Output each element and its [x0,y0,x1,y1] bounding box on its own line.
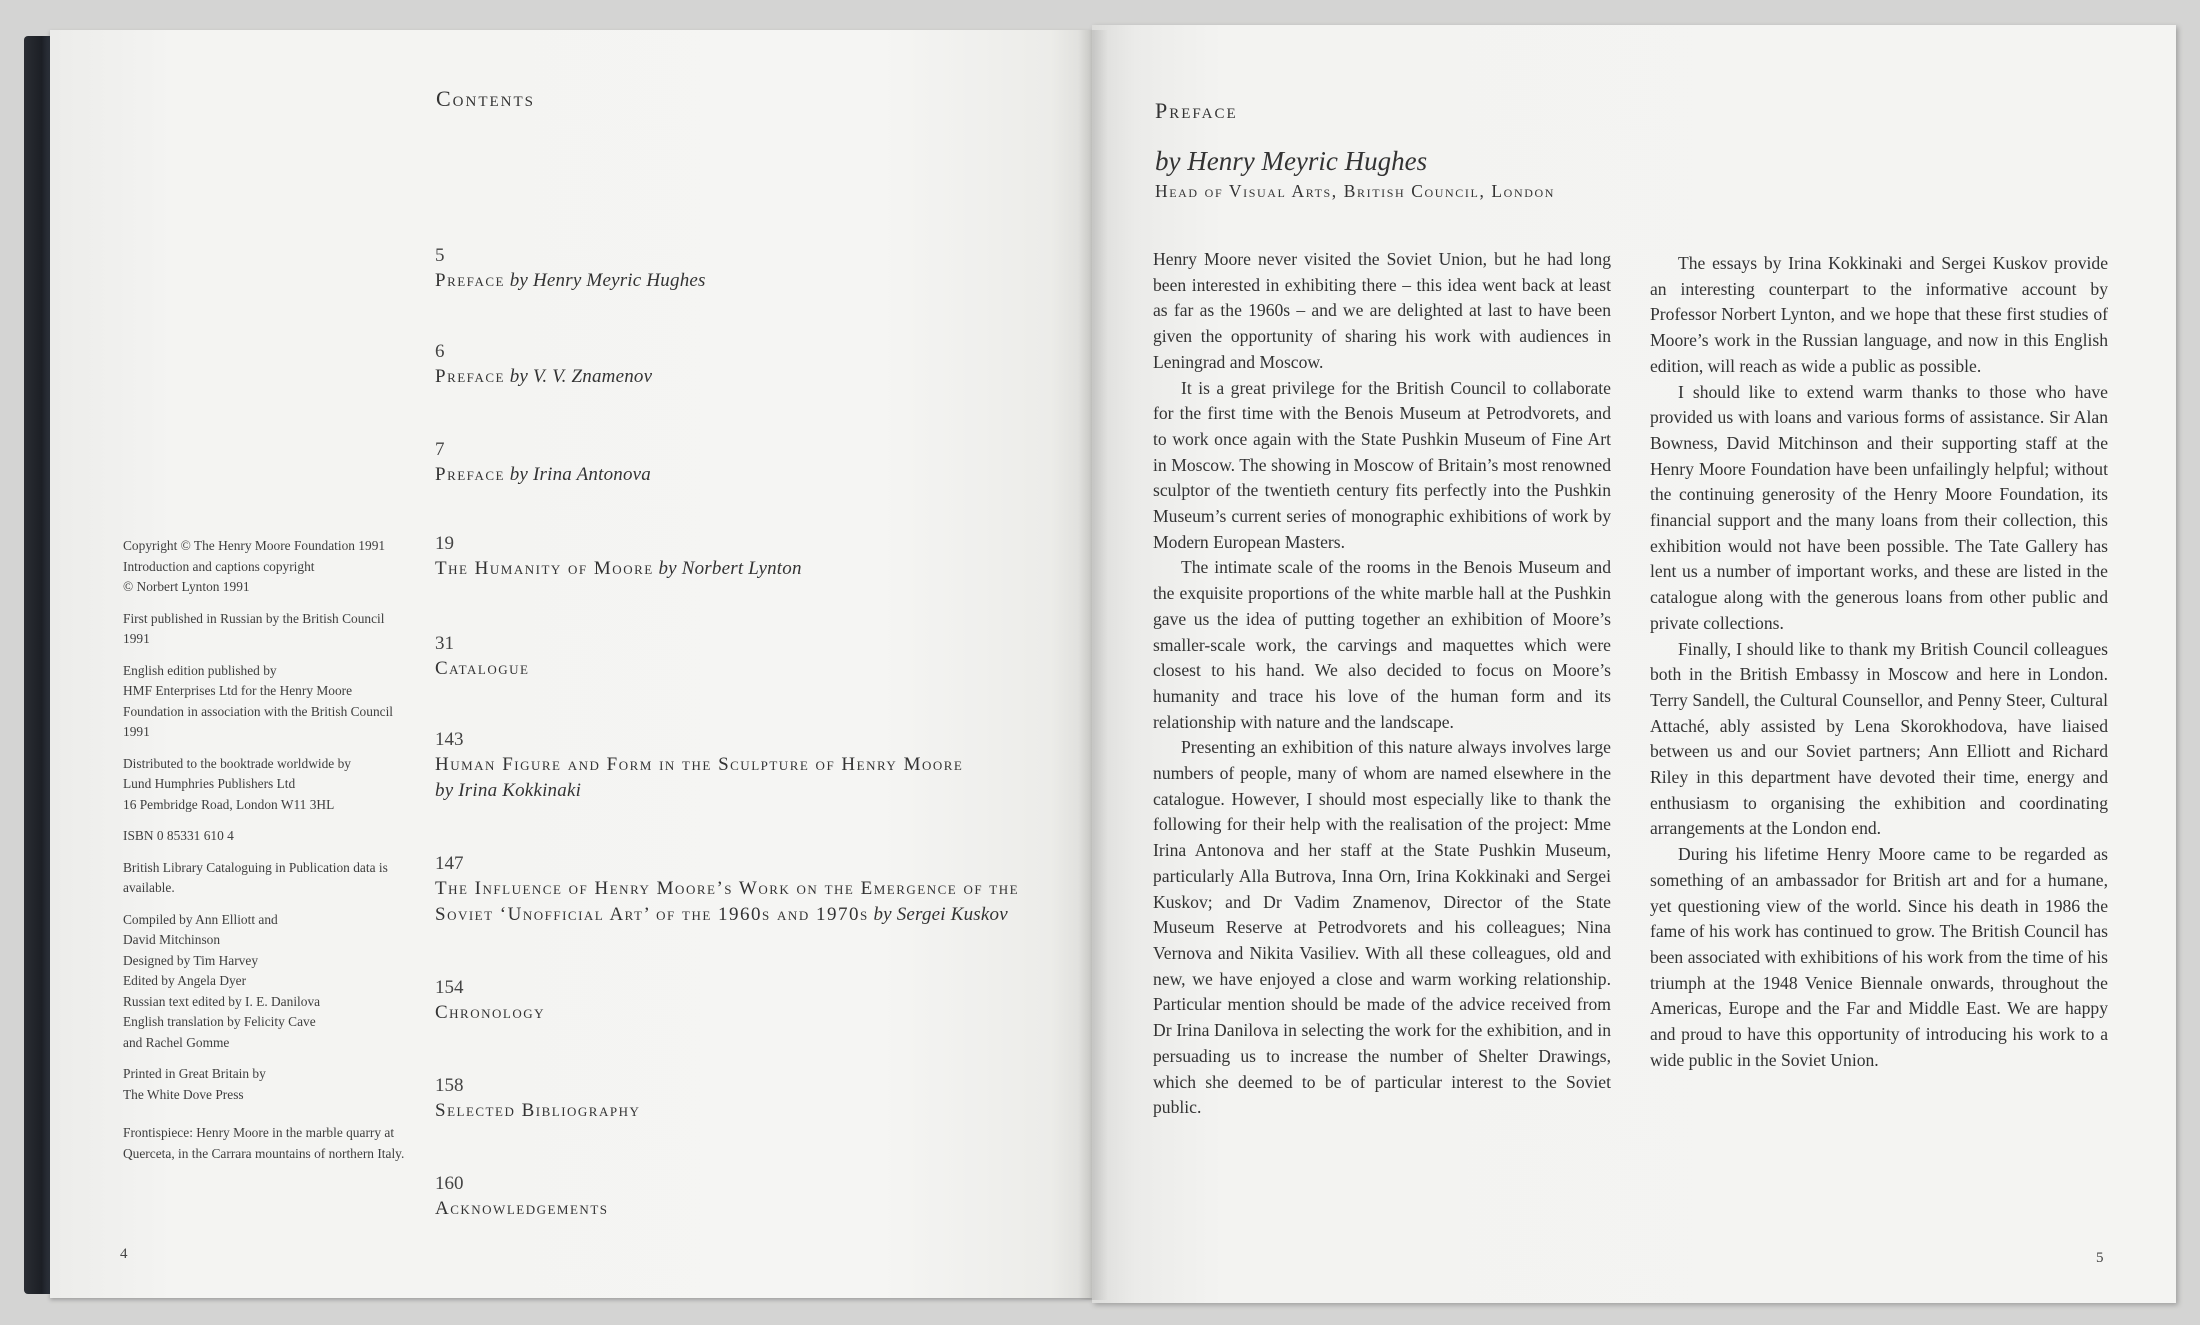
colophon-copyright: Copyright © The Henry Moore Foundation 1991 Introduction and captions copyright © Norbert Lynton 1991 [123,538,386,594]
toc-title: Preface [435,464,505,485]
paragraph: Presenting an exhibition of this nature always involves large numbers of people, many of whom are named elsewhere in the catalogue. However, I should most especially like to thank the following for their help with the realisation of the project: Mme Irina Antonova and her staff at the State Pushkin Museum, particularly Alla Butrova, Inna Orn, Irina Kokkinaki and Sergei Kuskov; and Dr Vadim Znamenov, Director of the State Museum Reserve at Petrodvorets and his colleagues; Nina Vernova and Nikita Vasiliev. With all these colleagues, old and new, we have enjoyed a close and warm working relationship. Particular mention should be made of the advice received from Dr Irina Danilova in selecting the work for the exhibition, and in persuading us to increase the number of Shelter Drawings, which she deemed to be of particular interest to the Soviet public. [1153,737,1611,1118]
paragraph: The essays by Irina Kokkinaki and Sergei Kuskov provide an interesting counterpart to the informative account by Professor Norbert Lynton, and we hope that these first studies of Moore’s work in the Russian language, and now in this English edition, will reach as wide a public as possible. [1650,253,2108,376]
toc-entry [435,1172,1035,1222]
toc-entry [435,438,1035,488]
toc-entry [435,852,1035,928]
paragraph: Henry Moore never visited the Soviet Union, but he had long been interested in exhibiting there – this idea went back at least as far as the 1960s – and we are delighted at last to have been given the opportunity of sharing his work with audiences in Leningrad and Moscow. [1153,249,1611,372]
colophon-first-published: First published in Russian by the British Council 1991 [123,610,385,646]
paragraph: During his lifetime Henry Moore came to be regarded as something of an ambassador for British art and for a humane, yet questioning view of the world. Since his death in 1986 the fame of his work has continued to grow. The British Council has been associated with exhibitions of his work from the time of his triumph at the 1948 Venice Biennale onwards, throughout the Americas, Europe and the Far and Middle East. We are happy and proud to have this opportunity of introducing his work to a wide public in the Soviet Union. [1650,844,2108,1070]
toc-entry [435,632,1035,682]
toc-title: The Influence of Henry Moore’s Work on the Emergence of the Soviet ‘Unofficial Art’ of the 1960s and 1970s [435,878,1020,925]
toc-page-number: 154 [435,977,464,998]
toc-page-number: 143 [435,729,464,750]
toc-author: by Irina Kokkinaki [435,780,582,801]
toc-author: by Norbert Lynton [658,558,802,579]
toc-entry [435,340,1035,390]
page-number-left: 4 [120,1246,128,1262]
toc-page-number: 5 [435,245,445,266]
toc-entry [435,532,1035,582]
toc-title: Catalogue [435,658,530,679]
preface-affiliation: Head of Visual Arts, British Council, London [1155,181,1556,201]
page-number-right: 5 [2096,1250,2104,1266]
toc-author: by Irina Antonova [509,464,652,485]
toc-title-line [435,876,1035,928]
toc-title: Preface [435,270,505,291]
toc-entry [435,728,1035,804]
preface-heading: Preface [1155,98,1238,123]
toc-page-number: 158 [435,1075,464,1096]
contents-heading: Contents [436,86,536,111]
toc-title: Preface [435,366,505,387]
toc-title: The Humanity of Moore [435,558,654,579]
toc-page-number: 31 [435,633,454,654]
toc-title-line [435,1098,1035,1124]
colophon-isbn: ISBN 0 85331 610 4 [123,828,234,843]
colophon-frontispiece: Frontispiece: Henry Moore in the marble quarry at Querceta, in the Carrara mountains of northern Italy. [123,1125,405,1161]
page-gutter [1078,30,1108,1300]
toc-title: Chronology [435,1002,546,1023]
text-column-right [1650,251,2108,1074]
toc-entry [435,1074,1035,1124]
text-column-left [1153,247,1611,1121]
paragraph: Finally, I should like to thank my British Council colleagues both in the British Embassy in Moscow and here in London. Terry Sandell, the Cultural Counsellor, and Penny Steer, Cultural Attaché, ably assisted by Lena Skorokhodova, have liaised between us and our Soviet partners; Ann Elliott and Richard Riley in this department have devoted their time, energy and enthusiasm to organising the exhibition and coordinating arrangements at the London end. [1650,638,2108,839]
colophon [123,536,413,1175]
colophon-credits: Compiled by Ann Elliott and David Mitchinson Designed by Tim Harvey Edited by Angela Dyer Russian text edited by I. E. Danilova English translation by Felicity Cave and Rachel Gomme [123,911,321,1050]
toc-page-number: 19 [435,533,454,554]
toc-title-line [435,556,1035,582]
toc-page-number: 160 [435,1173,464,1194]
toc-title-line [435,1196,1035,1222]
toc-title-line [435,752,1035,804]
colophon-printer: Printed in Great Britain by The White Dove Press [123,1066,266,1102]
toc-page-number: 6 [435,341,445,362]
toc-title-line [435,268,1035,294]
toc-title-line [435,462,1035,488]
toc-title-line [435,364,1035,390]
paragraph: It is a great privilege for the British Council to collaborate for the first time with the Benois Museum at Petrodvorets, and to work once again with the State Pushkin Museum of Fine Art in Moscow. The showing in Moscow of Britain’s most renowned sculptor of the twentieth century fits perfectly into the Pushkin Museum’s current series of monographic exhibitions of work by Modern European Masters. [1153,377,1611,552]
toc-title: Human Figure and Form in the Sculpture of Henry Moore [435,754,964,775]
colophon-distributor: Distributed to the booktrade worldwide by Lund Humphries Publishers Ltd 16 Pembridge Road, London W11 3HL [123,755,351,812]
toc-author: by V. V. Znamenov [509,366,653,387]
paragraph: I should like to extend warm thanks to those who have provided us with loans and various forms of assistance. Sir Alan Bowness, David Mitchinson and their supporting staff at the Henry Moore Foundation have been unfailingly helpful; without the continuing generosity of the Henry Moore Foundation, its financial support and the many loans from their collection, this exhibition would not have been possible. The Tate Gallery has lent us a number of important works, and these are listed in the catalogue along with the generous loans from other public and private collections. [1650,381,2108,633]
toc-title-line [435,656,1035,682]
preface-author: by Henry Meyric Hughes [1155,146,1428,176]
toc-page-number: 147 [435,853,464,874]
toc-title: Acknowledgements [435,1198,609,1219]
toc-entry [435,244,1035,294]
toc-author: by Sergei Kuskov [873,904,1008,925]
toc-page-number: 7 [435,439,445,460]
toc-title: Selected Bibliography [435,1100,641,1121]
paragraph: The intimate scale of the rooms in the Benois Museum and the exquisite proportions of the white marble hall at the Pushkin gave us the idea of putting together an exhibition of Moore’s smaller-scale work, the carvings and maquettes which were closest to his hand. We also decided to focus on Moore’s humanity and trace his love of the human form and its relationship with nature and the landscape. [1153,557,1611,732]
colophon-english-edition: English edition published by HMF Enterprises Ltd for the Henry Moore Foundation in association with the British Council 1991 [123,662,394,739]
toc-author: by Henry Meyric Hughes [509,270,706,291]
toc-title-line [435,1000,1035,1026]
colophon-cataloguing: British Library Cataloguing in Publication data is available. [123,859,388,895]
toc-entry [435,976,1035,1026]
